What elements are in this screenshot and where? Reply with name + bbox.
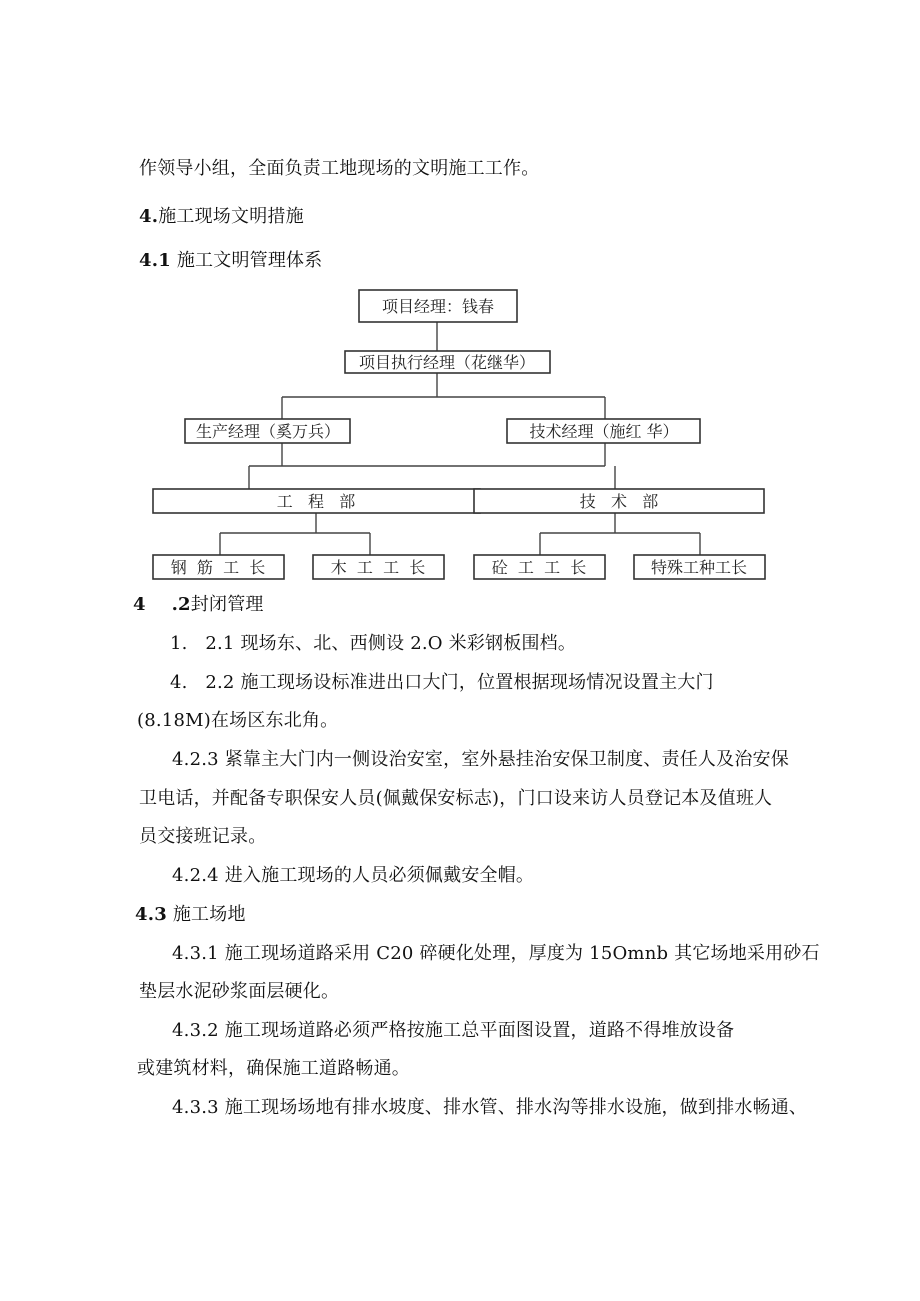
- section-41-title: 施工文明管理体系: [176, 250, 323, 271]
- section-43-title: 施工场地: [172, 904, 246, 925]
- para-421: 1. 2.1 现场东、北、西侧设 2.O 米彩钢板围档。: [170, 633, 577, 654]
- section-42-heading: [133, 593, 264, 617]
- label-exec-manager: 项目执行经理（花继华）: [358, 353, 536, 372]
- section-41-number: 4.1: [139, 250, 171, 271]
- section-4-title: 施工现场文明措施: [158, 206, 304, 227]
- para-431-line1: 4.3.1 施工现场道路采用 C20 碎硬化处理，厚度为 15Omnb 其它场地采用砂石: [172, 943, 820, 964]
- section-42-number: 4 .2: [133, 594, 191, 615]
- label-technical-manager: 技术经理（施红 华）: [529, 422, 679, 441]
- para-424: 4.2.4 进入施工现场的人员必须佩戴安全帽。: [172, 865, 535, 886]
- section-43-number: 4.3: [135, 904, 167, 925]
- para-423-line2: 卫电话，并配备专职保安人员(佩戴保安标志)，门口设来访人员登记本及值班人: [139, 788, 773, 809]
- label-lead-special: 特殊工种工长: [650, 558, 748, 577]
- label-engineering-dept: 工 程 部: [276, 492, 356, 511]
- section-4-number: 4.: [139, 206, 159, 227]
- section-43-heading: [135, 903, 246, 927]
- para-432-line2: 或建筑材料，确保施工道路畅通。: [137, 1058, 410, 1079]
- para-431-line2: 垫层水泥砂浆面层硬化。: [139, 981, 340, 1002]
- para-423-line3: 员交接班记录。: [139, 826, 267, 847]
- label-technical-dept: 技 术 部: [579, 492, 659, 511]
- intro-line: 作领导小组，全面负责工地现场的文明施工工作。: [139, 158, 540, 179]
- para-422-line2: (8.18M)在场区东北角。: [137, 710, 339, 731]
- para-422-line1: 4. 2.2 施工现场设标准进出口大门，位置根据现场情况设置主大门: [170, 672, 714, 693]
- label-lead-rebar: 钢 筋 工 长: [170, 558, 266, 577]
- para-423-line1: 4.2.3 紧靠主大门内一侧设治安室，室外悬挂治安保卫制度、责任人及治安保: [172, 749, 789, 770]
- label-lead-carpentry: 木 工 工 长: [330, 558, 426, 577]
- para-432-line1: 4.3.2 施工现场道路必须严格按施工总平面图设置，道路不得堆放设备: [172, 1020, 735, 1041]
- label-project-manager: 项目经理：钱春: [381, 297, 495, 316]
- org-chart: [0, 0, 920, 600]
- label-production-manager: 生产经理（奚万兵）: [195, 422, 341, 441]
- section-42-title: 封闭管理: [190, 594, 264, 615]
- label-lead-concrete: 砼 工 工 长: [491, 558, 587, 577]
- para-433: 4.3.3 施工现场场地有排水坡度、排水管、排水沟等排水设施，做到排水畅通、: [172, 1097, 808, 1118]
